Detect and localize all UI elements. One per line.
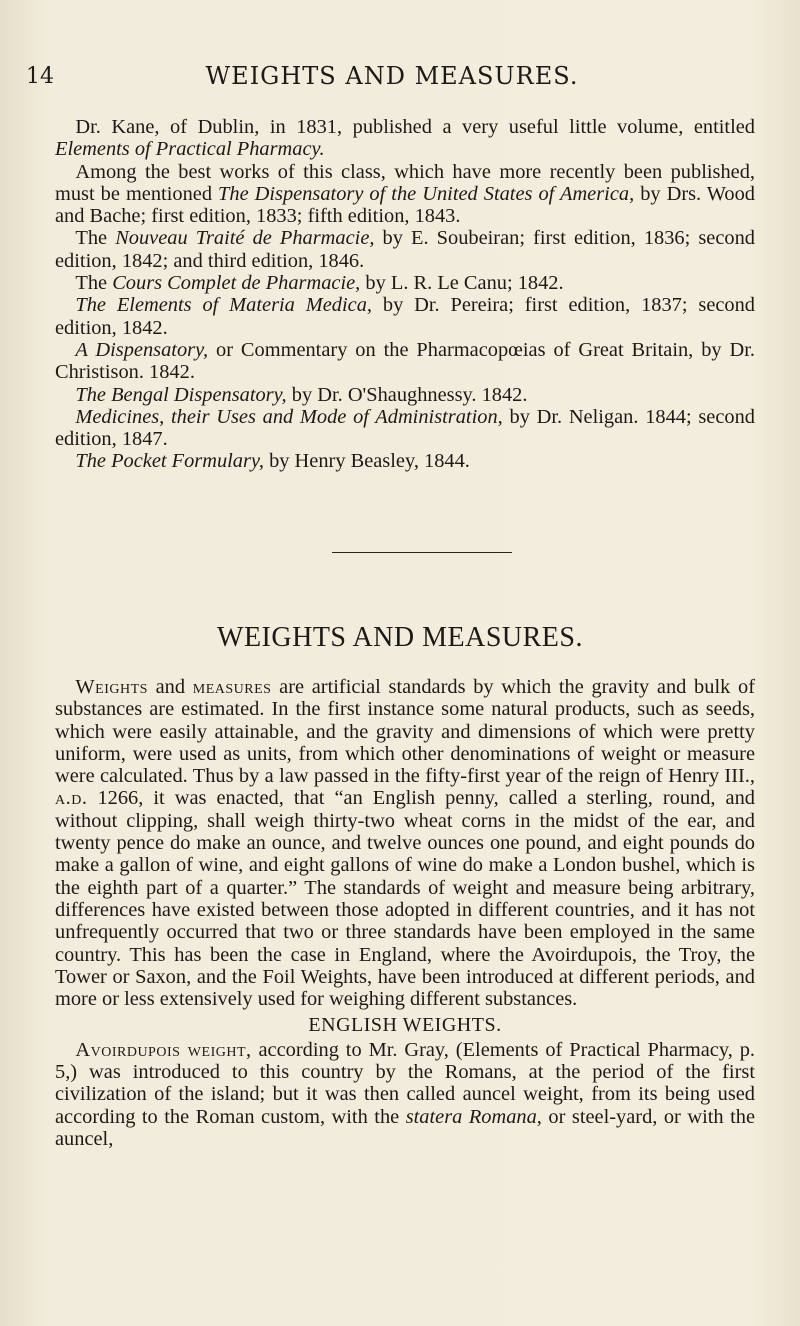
reference-entry: The Pocket Formulary, by Henry Beasley, 1844. [75, 450, 470, 473]
section-body [55, 676, 755, 1150]
reference-entry: A Dispensatory, or Commentary on the Pharmacopœias of Great Britain, by Dr. Christison. 1842. [55, 338, 755, 384]
page-header [22, 58, 762, 92]
reference-entry: The Bengal Dispensatory, by Dr. O'Shaughnessy. 1842. [75, 383, 528, 406]
paragraph: Weights and measures are artificial standards by which the gravity and bulk of substances are estimated. In the first instance some natural products, such as seeds, which were easily attainable, and the gravity and dimensions of which were pretty uniform, were used as units, from which other denominations of weight or measure were calculated. Thus by a law passed in the fifty-first year of the reign of Henry III., a.d. 1266, it was enacted, that “an English penny, called a sterling, round, and without clipping, shall weigh thirty-two wheat corns in the midst of the ear, and twenty pence do make an ounce, and twelve ounces one pound, and eight pounds do make a gallon of wine, and eight gallons of wine do make a London bushel, which is the eighth part of a quarter.” The standards of weight and measure being arbitrary, differences have existed between those adopted in different countries, and it has not unfrequently occurred that two or three standards have been employed in the same country. This has been the case in England, where the Avoirdupois, the Troy, the Tower or Saxon, and the Foil Weights, have been introduced at different periods, and more or less extensively used for weighing different substances. [55, 676, 755, 1011]
references-list [55, 116, 755, 473]
running-head: WEIGHTS AND MEASURES. [205, 62, 579, 90]
page-number: 14 [26, 64, 54, 89]
reference-entry: Among the best works of this class, which have more recently been published, must be mentioned The Dispensatory of the United States of America, by Drs. Wood and Bache; first edition, 1833; fifth edition, 1843. [55, 160, 756, 228]
reference-entry: The Cours Complet de Pharmacie, by L. R. Le Canu; 1842. [75, 272, 564, 295]
subheading: ENGLISH WEIGHTS. [308, 1014, 502, 1037]
reference-entry: Dr. Kane, of Dublin, in 1831, published a very useful little volume, entitled Elements of Practical Pharmacy. [55, 116, 755, 161]
paragraph: Avoirdupois weight, according to Mr. Gray, (Elements of Practical Pharmacy, p. 5,) was introduced to this country by the Romans, at the period of the first civilization of the island; but it was then called auncel weight, from its being used according to the Roman custom, with the statera Romana, or steel-yard, or with the auncel, [55, 1038, 756, 1150]
section-divider [332, 552, 512, 553]
reference-entry: The Nouveau Traité de Pharmacie, by E. Soubeiran; first edition, 1836; second edition, 1842; and third edition, 1846. [55, 227, 755, 272]
reference-entry: The Elements of Materia Medica, by Dr. Pereira; first edition, 1837; second edition, 1842. [55, 294, 756, 339]
section-title: WEIGHTS AND MEASURES. [217, 622, 583, 653]
reference-entry: Medicines, their Uses and Mode of Administration, by Dr. Neligan. 1844; second edition, 1847. [55, 405, 755, 451]
